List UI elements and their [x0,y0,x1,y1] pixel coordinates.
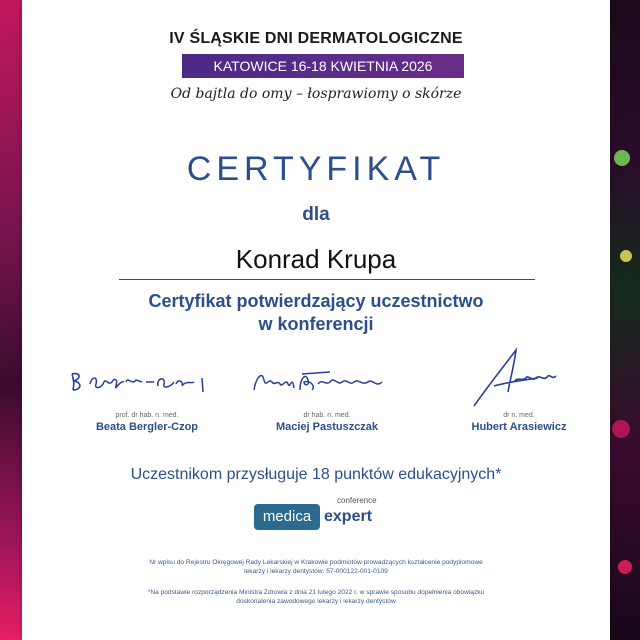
signature-block-2 [242,360,412,433]
signature-block-1 [62,360,232,433]
background-right-edge [610,0,640,640]
regulation-footnote [22,588,610,606]
registry-note [22,558,610,576]
regulation-footnote-line2: doskonalenia zawodowego lekarzy i lekarzy dentystów [236,598,396,605]
certificate-for-label: dla [302,204,330,225]
certificate-description-line1: Certyfikat potwierdzający uczestnictwo [148,291,484,311]
education-points-text: Uczestnikom przysługuje 18 punktów edukacyjnych* [130,466,502,483]
certificate-sheet [22,0,610,640]
signature-2-handwriting [242,360,412,410]
certificate-heading: CERTYFIKAT [186,150,446,188]
signatory-1-title: prof. dr hab. n. med. [115,412,179,419]
registry-note-line1: Nr wpisu do Rejestru Okręgowej Rady Lekarskiej w Krakowie podmiotów prowadzących kształcenie podyplomowe [149,559,483,566]
event-location-dates-banner: KATOWICE 16-18 KWIETNIA 2026 [182,54,464,78]
signatory-3-title: dr n. med. [503,412,535,419]
recipient-underline [119,279,535,280]
organizer-logo-small-label: conference [337,496,377,505]
signature-1-handwriting [62,360,232,410]
bokeh-light [612,420,630,438]
registry-note-line2: lekarzy i lekarzy dentystów: 57-000122-001-0109 [244,568,388,575]
bokeh-light [614,150,630,166]
event-title: IV ŚLĄSKIE DNI DERMATOLOGICZNE [169,30,463,47]
background-left-edge [0,0,22,640]
signature-3-handwriting [454,346,584,410]
signatory-2-name: Maciej Pastuszczak [275,421,379,433]
bokeh-light [618,560,632,574]
signatory-2-title: dr hab. n. med. [303,412,351,419]
signatory-3-name: Hubert Arasiewicz [471,421,567,433]
organizer-logo-word: expert [324,508,373,525]
event-motto: Od bajtla do omy – łosprawiomy o skórze [170,86,462,102]
signature-block-3 [454,346,584,433]
regulation-footnote-line1: *Na podstawie rozporządzenia Ministra Zdrowia z dnia 21 lutego 2022 r. w sprawie sposobu dopełnienia obowiązku [147,589,485,596]
organizer-logo-box: medica [254,504,320,530]
certificate-description [22,290,610,336]
bokeh-light [620,250,632,262]
organizer-logo [254,496,414,532]
certificate-description-line2: w konferencji [258,314,374,334]
signatory-1-name: Beata Bergler-Czop [95,421,199,433]
recipient-name: Konrad Krupa [235,244,397,274]
